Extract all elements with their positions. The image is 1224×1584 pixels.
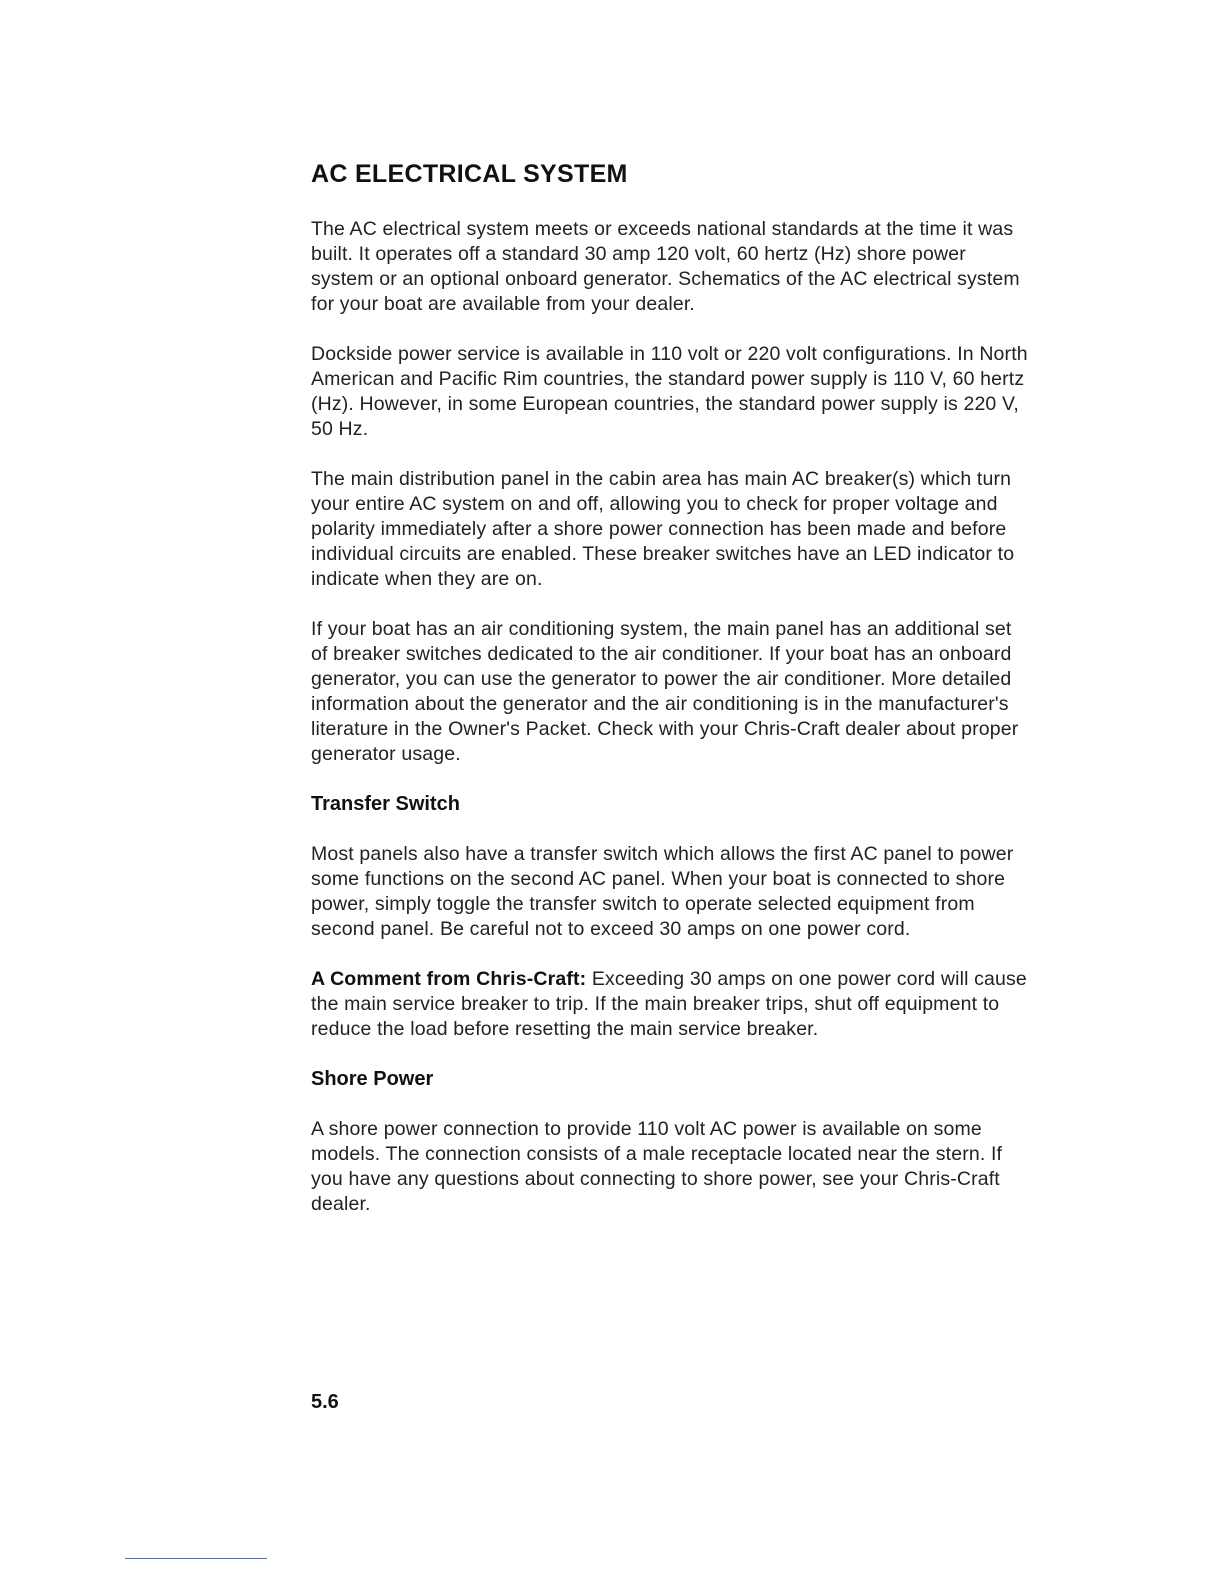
comment-lead: A Comment from Chris-Craft: xyxy=(311,968,587,990)
bottom-rule-divider xyxy=(125,1558,267,1559)
shore-power-paragraph: A shore power connection to provide 110 volt AC power is available on some models. The connection consists of a male receptacle located near the stern. If you have any questions about connecting to shore power, see your Chris-Craft dealer. xyxy=(311,1118,1003,1215)
page-content xyxy=(311,158,1031,1242)
page-title: AC ELECTRICAL SYSTEM xyxy=(311,160,628,188)
paragraph-intro-standards: The AC electrical system meets or exceeds national standards at the time it was built. It operates off a standard 30 amp 120 volt, 60 hertz (Hz) shore power system or an optional onboard generator. Schematics of the AC electrical system for your boat are available from your dealer. xyxy=(311,218,1020,315)
transfer-switch-paragraph: Most panels also have a transfer switch which allows the first AC panel to power some functions on the second AC panel. When your boat is connected to shore power, simply toggle the transfer switch to operate selected equipment from second panel. Be careful not to exceed 30 amps on one power cord. xyxy=(311,843,1014,940)
page-number: 5.6 xyxy=(311,1391,339,1413)
shore-power-heading: Shore Power xyxy=(311,1068,434,1090)
transfer-switch-heading: Transfer Switch xyxy=(311,793,460,815)
paragraph-air-conditioning: If your boat has an air conditioning system, the main panel has an additional set of breaker switches dedicated to the air conditioner. If your boat has an onboard generator, you can use the generator to power the air conditioner. More detailed information about the generator and the air conditioning is in the manufacturer's literature in the Owner's Packet. Check with your Chris-Craft dealer about proper generator usage. xyxy=(311,618,1019,765)
paragraph-distribution-panel: The main distribution panel in the cabin area has main AC breaker(s) which turn your entire AC system on and off, allowing you to check for proper voltage and polarity immediately after a shore power connection has been made and before individual circuits are enabled. These breaker switches have an LED indicator to indicate when they are on. xyxy=(311,468,1015,590)
comment-text: Exceeding 30 amps on one power cord will cause the main service breaker to trip. If the main breaker trips, shut off equipment to reduce the load before resetting the main service breaker. xyxy=(311,968,1027,1040)
paragraph-dockside-power: Dockside power service is available in 110 volt or 220 volt configurations. In North American and Pacific Rim countries, the standard power supply is 110 V, 60 hertz (Hz). However, in some European countries, the standard power supply is 220 V, 50 Hz. xyxy=(311,343,1028,440)
comment-paragraph xyxy=(311,967,1031,1042)
